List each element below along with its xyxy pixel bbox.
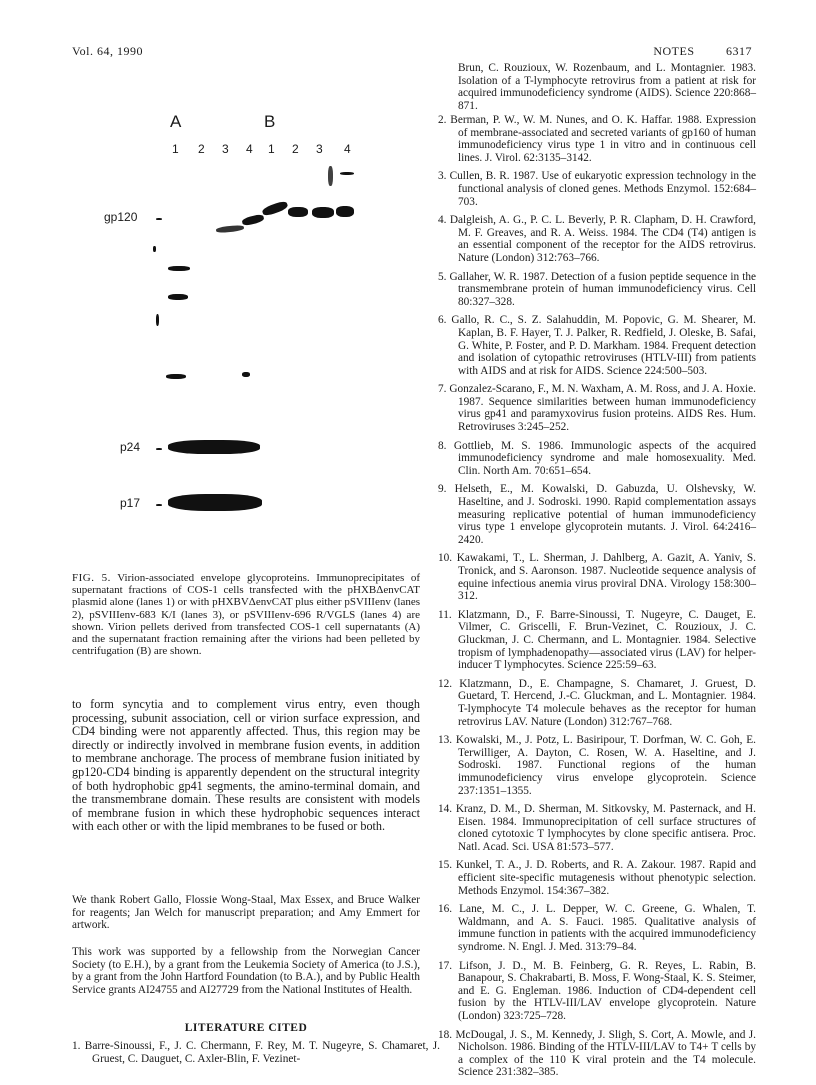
reference-item: 17. Lifson, J. D., M. B. Feinberg, G. R. Reyes, L. Rabin, B. Banapour, S. Chakrabarti, B. Moss, F. Wong-Staal, K. S. Steimer, and E. G. Engleman. 1986. Induction of CD4-dependent cell fusion by the HTLV-III/LAV envelope glycoprotein. Nature (London) 323:725–728. — [438, 959, 756, 1022]
reference-item: 8. Gottlieb, M. S. 1986. Immunologic aspects of the acquired immunodeficiency syndrome and male homosexuality. Med. Clin. North Am. 70:651–654. — [438, 439, 756, 477]
panel-label-b: B — [264, 112, 276, 131]
gel-band — [288, 207, 308, 217]
lane-label: 2 — [292, 142, 299, 156]
gel-band — [340, 172, 354, 175]
gel-band — [153, 246, 156, 252]
gel-figure — [104, 108, 418, 566]
lane-label: 1 — [172, 142, 179, 156]
funding-statement: This work was supported by a fellowship from the Norwegian Cancer Society (to E.H.), by a grant from the Leukemia Society of America (to J.S.), by a grant from the John Hartford Foundation (to B.A.), and by Public Health Service grants AI24755 and AI27729 from the National Institutes of Health. — [72, 946, 420, 996]
reference-item: 5. Gallaher, W. R. 1987. Detection of a fusion peptide sequence in the transmembrane protein of human immunodeficiency virus. Cell 80:327–328. — [438, 270, 756, 308]
reference-item: 3. Cullen, B. R. 1987. Use of eukaryotic expression technology in the functional analysis of cloned genes. Methods Enzymol. 152:684–703. — [438, 170, 756, 208]
section-label: NOTES — [653, 44, 695, 58]
running-header-volume: Vol. 64, 1990 — [72, 44, 143, 58]
gel-band — [241, 213, 264, 226]
page-number: 6317 — [726, 44, 752, 58]
lane-label: 2 — [198, 142, 205, 156]
reference-item: 14. Kranz, D. M., D. Sherman, M. Sitkovsky, M. Pasternack, and H. Eisen. 1984. Immunoprecipitation of cell surface structures of cloned cytotoxic T lymphocytes by clone specific antisera. Proc. Natl. Acad. Sci. USA 81:573–577. — [438, 803, 756, 853]
figure-caption — [72, 572, 420, 657]
literature-cited-heading: LITERATURE CITED — [184, 1022, 308, 1034]
panel-label-a: A — [170, 112, 182, 131]
reference-item: 6. Gallo, R. C., S. Z. Salahuddin, M. Popovic, G. M. Shearer, M. Kaplan, B. F. Hayer, T. J. Palker, R. Redfield, J. Oleske, B. Safai, G. White, P. Foster, and P. D. Markham. 1984. Frequent detection and isolation of cytopathic retroviruses (HTLV-III) from patients with AIDS and at risk for AIDS. Science 224:500–503. — [438, 314, 756, 377]
reference-item: 13. Kowalski, M., J. Potz, L. Basiripour, T. Dorfman, W. C. Goh, E. Terwilliger, A. Dayton, C. Rosen, W. A. Haseltine, and J. Sodroski. 1987. Functional regions of the human immunodeficiency virus envelope glycoprotein. Science 237:1351–1355. — [438, 734, 756, 797]
reference-item: 2. Berman, P. W., W. M. Nunes, and O. K. Haffar. 1988. Expression of membrane-associated and secreted variants of gp160 of human immunodeficiency virus type 1 in vitro and in continuous cell lines. J. Virol. 62:3135–3142. — [438, 114, 756, 164]
reference-item: 9. Helseth, E., M. Kowalski, D. Gabuzda, U. Olshevsky, W. Haseltine, and J. Sodroski. 1990. Rapid complementation assays measuring replicative potential of human immunodeficiency virus type 1 envelope glycoprotein mutants. J. Virol. 64:2416–2420. — [438, 483, 756, 546]
reference-item: 12. Klatzmann, D., E. Champagne, S. Chamaret, J. Gruest, D. Guetard, T. Hercend, J.-C. Gluckman, and L. Montagnier. 1984. T-lymphocyte T4 molecule behaves as the receptor for human retrovirus LAV. Nature (London) 312:767–768. — [438, 677, 756, 728]
gel-band — [242, 372, 250, 377]
reference-item: 15. Kunkel, T. A., J. D. Roberts, and R. A. Zakour. 1987. Rapid and efficient site-specific mutagenesis without phenotypic selection. Methods Enzymol. 154:367–382. — [438, 859, 756, 897]
lane-label: 3 — [222, 142, 229, 156]
marker-tick — [156, 448, 162, 450]
gel-band — [156, 314, 159, 326]
gel-band — [312, 207, 334, 218]
gel-band — [168, 266, 190, 271]
marker-gp120: gp120 — [104, 210, 138, 224]
gel-band — [168, 440, 260, 454]
marker-p24: p24 — [120, 440, 141, 454]
running-header-right — [653, 44, 752, 59]
reference-item: 11. Klatzmann, D., F. Barre-Sinoussi, T. Nugeyre, C. Dauget, E. Vilmer, C. Griscelli, F. Brun-Vezinet, C. Rouzioux, J. C. Gluckman, J. C. Chermann, and L. Montagnier. 1984. Selective tropism of lymphadenopathy—associated virus (LAV) for helper-inducer T lymphocytes. Science 225:59–63. — [438, 608, 756, 672]
reference-item: 7. Gonzalez-Scarano, F., M. N. Waxham, A. M. Ross, and J. A. Hoxie. 1987. Sequence similarities between human immunodeficiency virus gp41 and paramyxovirus fusion proteins. AIDS Res. Hum. Retroviruses 3:245–252. — [438, 383, 756, 434]
reference-list — [438, 114, 756, 1085]
reference-item: 10. Kawakami, T., L. Sherman, J. Dahlberg, A. Gazit, A. Yaniv, S. Tronick, and S. Aaronson. 1987. Nucleotide sequence analysis of equine infectious anemia virus proviral DNA. Virology 158:300–312. — [438, 552, 756, 603]
lane-label: 3 — [316, 142, 323, 156]
figure-label: FIG. 5. — [72, 572, 111, 584]
reference-item: 18. McDougal, J. S., M. Kennedy, J. Sligh, S. Cort, A. Mowle, and J. Nicholson. 1986. Binding of the HTLV-III/LAV to T4+ T cells by a complex of the 110 K viral protein and the T4 molecule. Science 231:382–385. — [438, 1028, 756, 1079]
body-paragraph: to form syncytia and to complement virus entry, even though processing, subunit association, cell or virion surface expression, and CD4 binding were not apparently affected. Thus, this region may be directly or indirectly involved in membrane fusion events, in addition to membrane anchorage. The process of membrane fusion initiated by gp120-CD4 binding is apparently dependent on the structural integrity of both hydrophobic gp41 segments, the amino-terminal domain, and the transmembrane domain. These results are consistent with models of membrane fusion in which these hydrophobic sequences interact with each other or with the lipid membranes to be fused or both. — [72, 697, 420, 834]
reference-item: 16. Lane, M. C., J. L. Depper, W. C. Greene, G. Whalen, T. Waldmann, and A. S. Fauci. 1985. Qualitative analysis of immune function in patients with the acquired immunodeficiency syndrome. N. Engl. J. Med. 313:79–84. — [438, 903, 756, 954]
lane-label: 4 — [246, 142, 253, 156]
gel-band — [168, 494, 262, 511]
marker-p17: p17 — [120, 496, 141, 510]
caption-text: Virion-associated envelope glycoproteins. Immunoprecipitates of supernatant fractions of COS-1 cells transfected with the pHXBΔenvCAT plasmid alone (lanes 1) or with pHXBVΔenvCAT plus either pSVIIIenv (lanes 2), pSVIIIenv-683 K/I (lanes 3), or pSVIIIenv-696 R/VGLS (lanes 4) are shown. Virion pellets derived from transfected COS-1 cell supernatants (A) and the supernatant fraction remaining after the virions had been pelleted by centrifugation (B) are shown. — [72, 572, 420, 658]
reference-item: 1. Barre-Sinoussi, F., J. C. Chermann, F. Rey, M. T. Nugeyre, S. Chamaret, J. Gruest, C. Dauguet, C. Axler-Blin, F. Vezinet- — [72, 1040, 440, 1065]
lane-label: 4 — [344, 142, 351, 156]
gel-band — [261, 200, 289, 217]
gel-band — [168, 294, 188, 300]
reference-continuation: Brun, C. Rouzioux, W. Rozenbaum, and L. Montagnier. 1983. Isolation of a T-lymphocyte retrovirus from a patient at risk for acquired immunodeficiency syndrome (AIDS). Science 220:868–871. — [458, 62, 756, 112]
gel-band — [216, 225, 244, 234]
gel-band — [336, 206, 354, 217]
reference-item: 4. Dalgleish, A. G., P. C. L. Beverly, P. R. Clapham, D. H. Crawford, M. F. Greaves, and R. A. Weiss. 1984. The CD4 (T4) antigen is an essential component of the receptor for the AIDS retrovirus. Nature (London) 312:763–766. — [438, 214, 756, 264]
marker-tick — [156, 504, 162, 506]
lane-label: 1 — [268, 142, 275, 156]
gel-band — [166, 374, 186, 379]
gel-band — [328, 166, 333, 186]
marker-tick — [156, 218, 162, 220]
acknowledgments: We thank Robert Gallo, Flossie Wong-Staal, Max Essex, and Bruce Walker for reagents; Jan Welch for manuscript preparation; and Amy Emmert for artwork. — [72, 894, 420, 932]
